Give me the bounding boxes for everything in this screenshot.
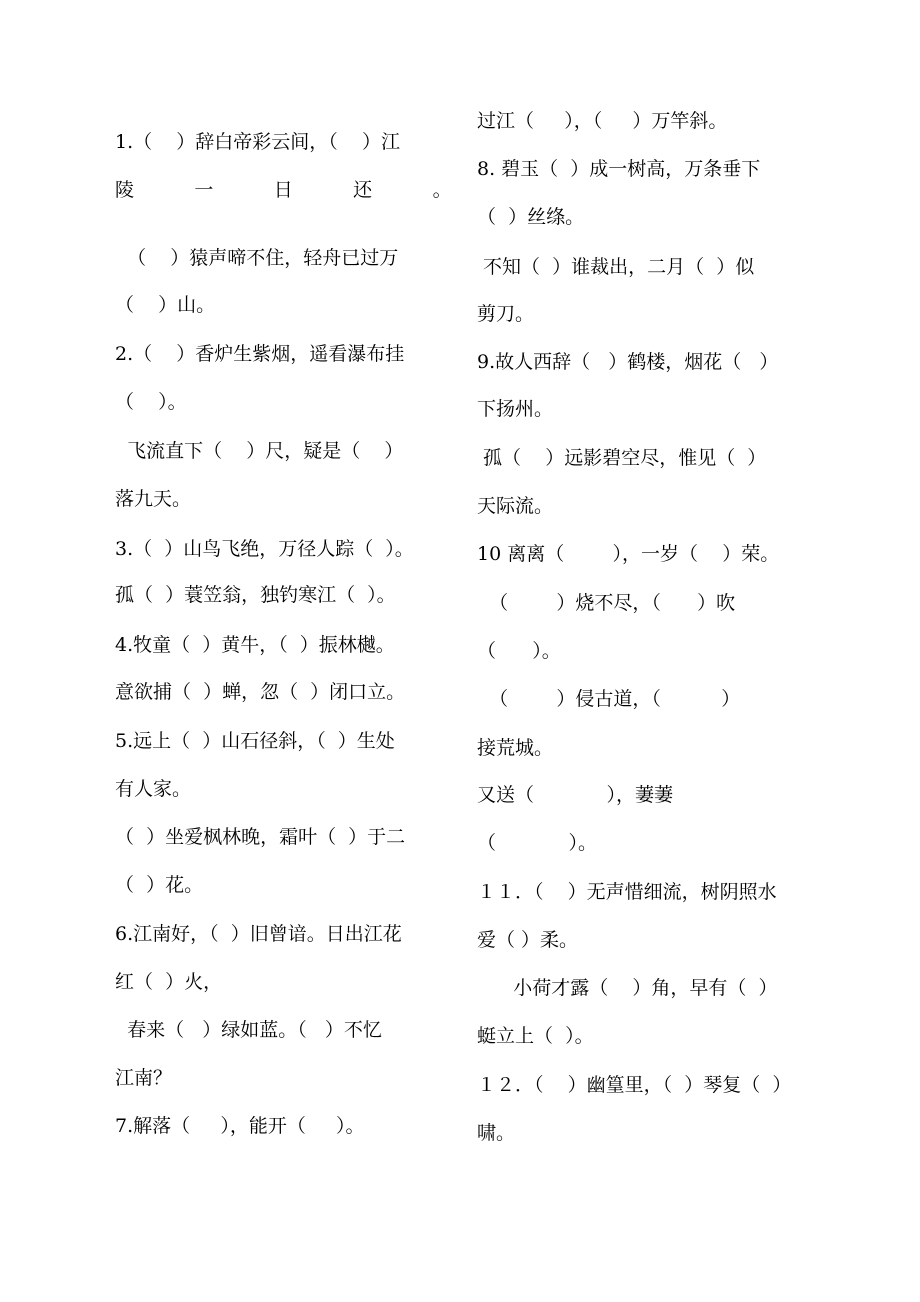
text-line: （ ）烧不尽，（ ）吹 bbox=[477, 592, 736, 614]
text-line: 啸。 bbox=[477, 1122, 516, 1144]
text-line: 飞流直下（ ）尺，疑是（ ） bbox=[115, 440, 404, 462]
text-line: 孤（ ）远影碧空尽，惟见（ ） bbox=[477, 447, 767, 469]
text-line: （ ）侵古道，（ ） bbox=[477, 688, 741, 710]
text-line: 又送（ ），萋萋 bbox=[477, 784, 673, 806]
text-line: 8. 碧玉（ ）成一树高，万条垂下 bbox=[477, 158, 761, 180]
text-line: 4.牧童（ ）黄牛，（ ）振林樾。 bbox=[115, 634, 395, 656]
text-line: 接荒城。 bbox=[477, 737, 554, 759]
text-line: 10 离离（ ），一岁（ ）荣。 bbox=[477, 543, 780, 565]
text-line: （ ）。 bbox=[115, 391, 187, 413]
text-line: 过江（ ），（ ）万竿斜。 bbox=[477, 110, 728, 132]
text-line: 下扬州。 bbox=[477, 398, 554, 420]
text-line: （ ）丝绦。 bbox=[477, 206, 585, 228]
text-line: （ ）。 bbox=[477, 640, 561, 662]
text-line: 爱（ ）柔。 bbox=[477, 929, 579, 951]
text-line: 意欲捕（ ）蝉，忽（ ）闭口立。 bbox=[115, 681, 406, 703]
text-line: 不知（ ）谁裁出，二月（ ）似 bbox=[477, 256, 755, 278]
text-line: 3.（ ）山鸟飞绝，万径人踪（ ）。 bbox=[115, 538, 414, 560]
text-line: （ ）山。 bbox=[115, 294, 216, 316]
text-line: 孤（ ）蓑笠翁，独钓寒江（ ）。 bbox=[115, 584, 396, 606]
text-line: 7.解落（ ），能开（ ）。 bbox=[115, 1115, 365, 1137]
text-line: 5.远上（ ）山石径斜，（ ）生处 bbox=[115, 730, 395, 752]
text-line: 剪刀。 bbox=[477, 303, 535, 325]
text-line: 有人家。 bbox=[115, 778, 192, 800]
text-line: 陵 一 日 还 。 bbox=[115, 179, 452, 201]
text-line: 红（ ）火， bbox=[115, 971, 223, 993]
text-line: １２．（ ）幽篁里，（ ）琴复（ ） bbox=[477, 1074, 792, 1096]
text-line: 春来（ ）绿如蓝。（ ）不忆 bbox=[115, 1019, 382, 1041]
text-line: 1.（ ）辞白帝彩云间，（ ）江 bbox=[115, 131, 400, 153]
text-line: 2.（ ）香炉生紫烟，遥看瀑布挂 bbox=[115, 343, 405, 365]
text-line: 蜓立上（ ）。 bbox=[477, 1025, 594, 1047]
text-line: 天际流。 bbox=[477, 495, 554, 517]
text-line: 落九天。 bbox=[115, 488, 192, 510]
text-line: １１．（ ）无声惜细流，树阴照水 bbox=[477, 881, 777, 903]
text-line: 9.故人西辞（ ）鹤楼，烟花（ ） bbox=[477, 351, 779, 373]
text-line: （ ）花。 bbox=[115, 874, 204, 896]
text-line: （ ）。 bbox=[477, 832, 597, 854]
text-line: 小荷才露（ ）角，早有（ ） bbox=[477, 977, 778, 999]
text-line: 6.江南好，（ ）旧曾谙。日出江花 bbox=[115, 923, 402, 945]
text-line: （ ）坐爱枫林晚，霜叶（ ）于二 bbox=[115, 826, 406, 848]
text-line: （ ）猿声啼不住，轻舟已过万 bbox=[115, 247, 399, 269]
text-line: 江南？ bbox=[115, 1067, 173, 1089]
